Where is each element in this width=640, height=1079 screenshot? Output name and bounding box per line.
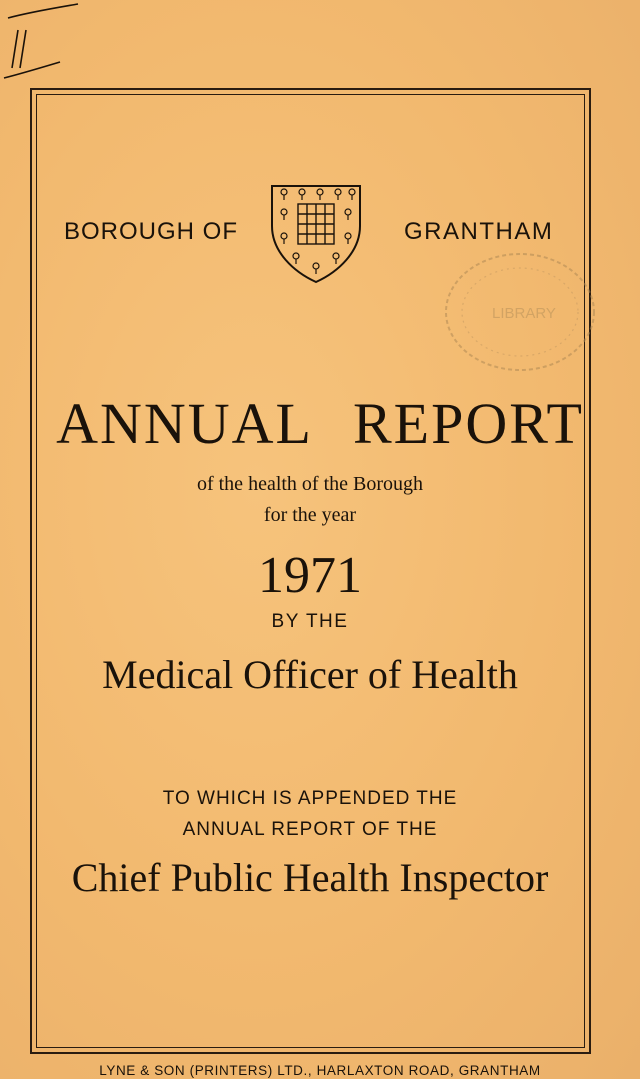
printer-footer: LYNE & SON (PRINTERS) LTD., HARLAXTON ROAD, GRANTHAM xyxy=(99,1063,541,1078)
report-year: 1971 xyxy=(258,547,362,604)
header-grantham: GRANTHAM xyxy=(404,218,554,245)
chief-inspector-title: Chief Public Health Inspector xyxy=(71,855,549,900)
report-title xyxy=(0,391,640,456)
by-the-label: BY THE xyxy=(271,611,349,632)
title-word-annual: ANNUAL xyxy=(56,391,313,456)
library-stamp-icon xyxy=(432,240,602,380)
appended-line-1: TO WHICH IS APPENDED THE xyxy=(162,788,458,809)
stamp-text: LIBRARY xyxy=(492,305,556,322)
header-borough-of: BOROUGH OF xyxy=(64,218,239,245)
handwritten-mark-icon xyxy=(0,0,80,90)
title-word-report: REPORT xyxy=(352,391,584,456)
subtitle-line-1: of the health of the Borough xyxy=(196,473,424,495)
borough-crest-icon xyxy=(266,182,366,284)
medical-officer-title: Medical Officer of Health xyxy=(102,652,518,697)
appended-line-2: ANNUAL REPORT OF THE xyxy=(182,819,438,840)
subtitle-line-2: for the year xyxy=(263,504,357,526)
